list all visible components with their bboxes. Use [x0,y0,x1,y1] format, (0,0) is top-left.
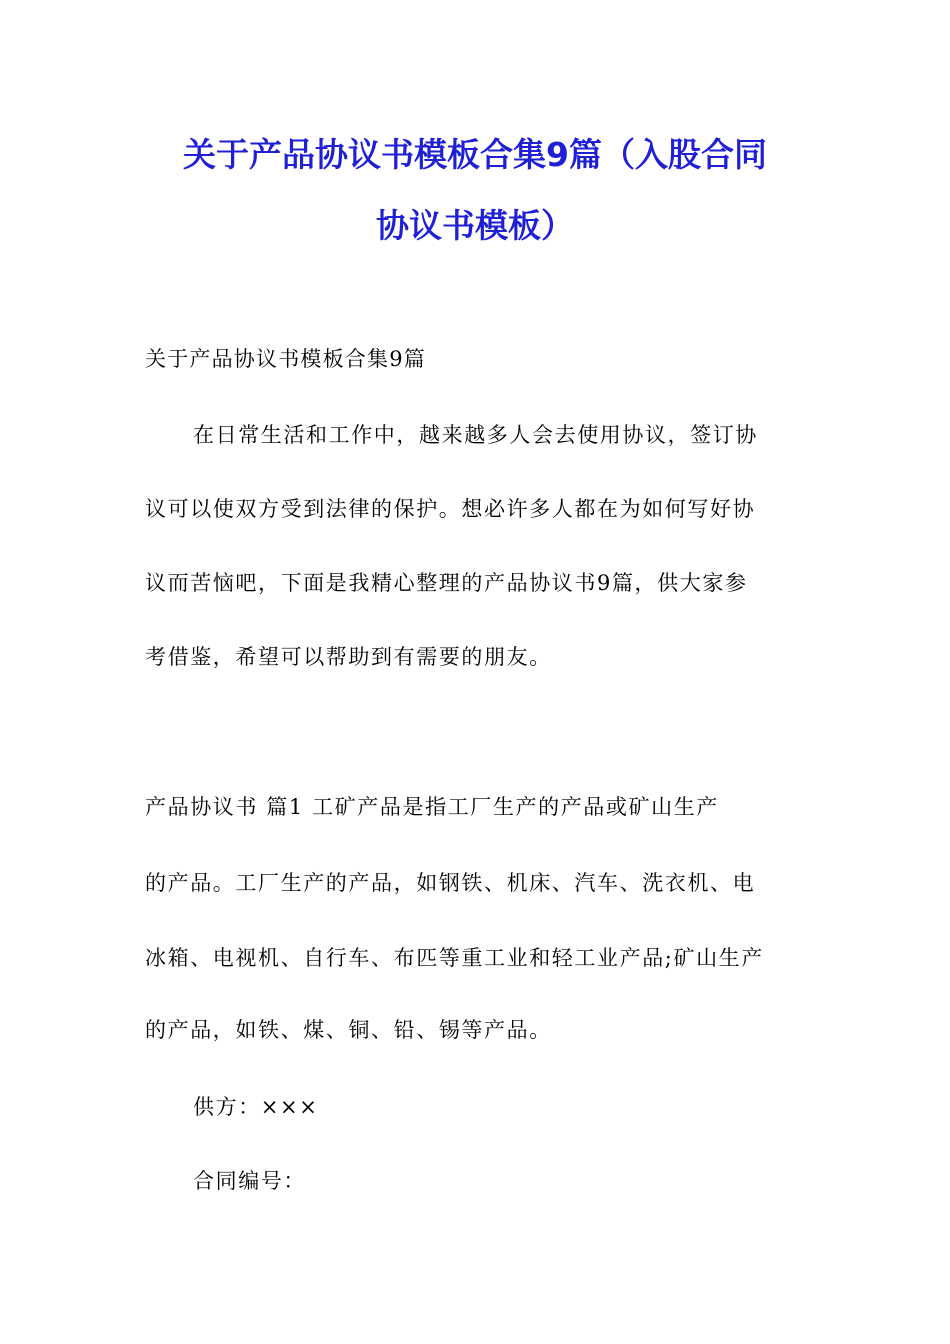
supplier-line: 供方：××× [193,1095,319,1119]
intro-line-1: 在日常生活和工作中，越来越多人会去使用协议，签订协 [193,423,758,447]
intro-line-4: 考借鉴，希望可以帮助到有需要的朋友。 [145,645,552,669]
subheading: 关于产品协议书模板合集9篇 [145,347,426,371]
intro-line-3: 议而苦恼吧，下面是我精心整理的产品协议书9篇，供大家参 [145,571,748,595]
document-title-line-2: 协议书模板） [376,206,574,245]
section1-line-2: 的产品。工厂生产的产品，如钢铁、机床、汽车、洗衣机、电 [145,871,756,895]
document-title-line-1: 关于产品协议书模板合集9篇（入股合同 [183,135,767,174]
contract-number-line: 合同编号： [193,1169,306,1193]
section1-line-1: 产品协议书 篇1 工矿产品是指工厂生产的产品或矿山生产 [145,795,719,819]
section1-line-4: 的产品，如铁、煤、铜、铅、锡等产品。 [145,1018,552,1042]
intro-line-2: 议可以使双方受到法律的保护。想必许多人都在为如何写好协 [145,497,756,521]
section1-line-3: 冰箱、电视机、自行车、布匹等重工业和轻工业产品;矿山生产 [145,946,764,970]
